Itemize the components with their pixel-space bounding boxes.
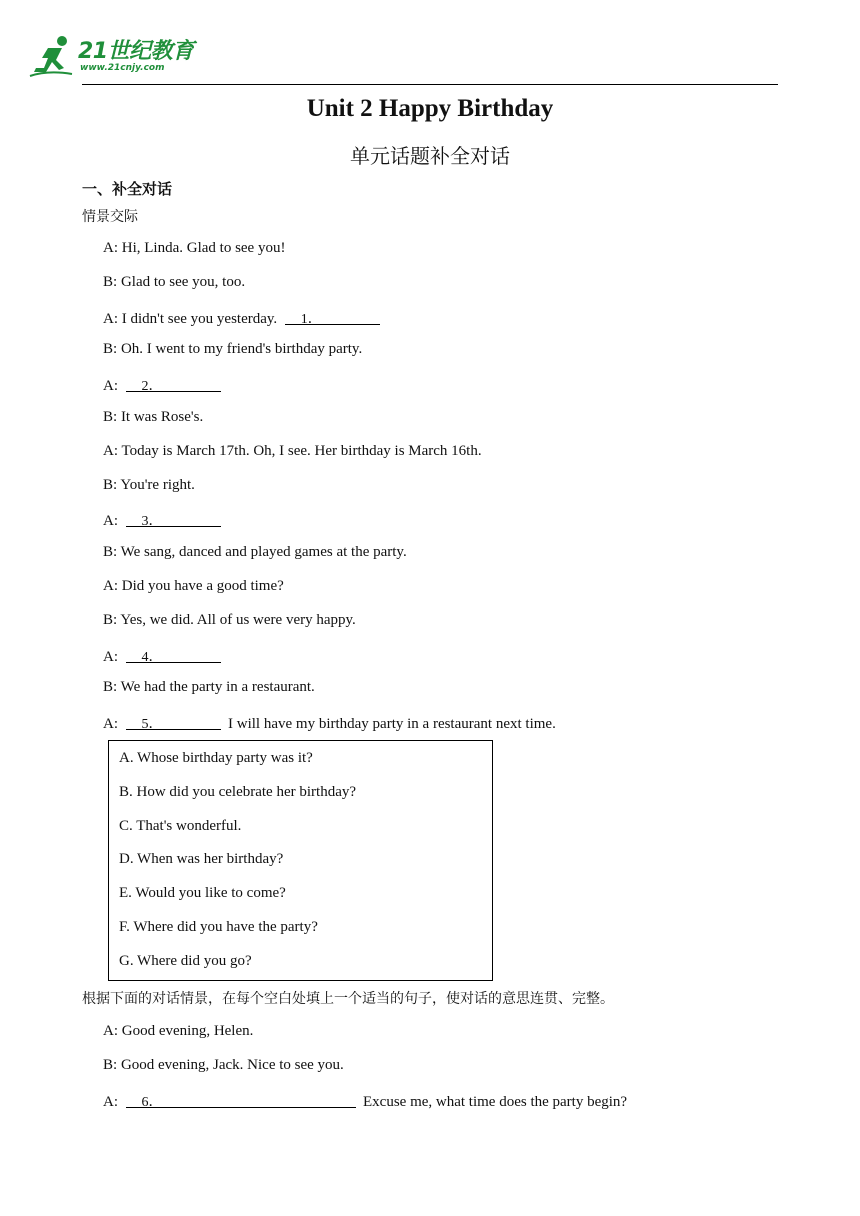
- answer-blank[interactable]: 5．: [126, 713, 221, 730]
- answer-blank[interactable]: 4．: [126, 646, 221, 663]
- speaker-label: A:: [103, 240, 118, 256]
- dialogue-text: It was Rose's.: [120, 409, 204, 425]
- runner-logo-icon: [28, 34, 76, 78]
- speaker-label: B:: [103, 544, 118, 561]
- dialogue-text: We had the party in a restaurant.: [120, 679, 315, 696]
- dialogue-line: [103, 443, 482, 460]
- option-item: F. Where did you have the party?: [119, 919, 318, 935]
- header-divider: [82, 84, 778, 85]
- option-item: E. Would you like to come?: [119, 885, 286, 902]
- dialogue-line: [103, 477, 195, 494]
- page-subtitle: 单元话题补全对话: [350, 144, 510, 168]
- speaker-label: A:: [103, 310, 118, 327]
- option-item: B. How did you celebrate her birthday?: [119, 783, 357, 800]
- speaker-label: B:: [103, 611, 118, 628]
- dialogue-line: [103, 409, 203, 426]
- dialogue-text: I didn't see you yesterday.: [121, 310, 278, 327]
- dialogue-line: [103, 544, 407, 561]
- section-heading: 一、补全对话: [82, 180, 173, 198]
- speaker-label: B:: [103, 679, 118, 696]
- option-item: D. When was her birthday?: [119, 851, 284, 868]
- section-subheading: 情景交际: [82, 209, 138, 225]
- dialogue-text: Hi, Linda. Glad to see you!: [121, 240, 286, 256]
- instruction-text: 根据下面的对话情景，在每个空白处填上一个适当的句子，使对话的意思连贯、完整。: [82, 991, 614, 1007]
- logo-url: www.21cnjy.com: [80, 63, 165, 73]
- speaker-label: A:: [103, 578, 118, 594]
- answer-blank[interactable]: 3．: [126, 510, 221, 527]
- dialogue-line: [103, 1091, 627, 1111]
- speaker-label: B:: [103, 341, 118, 358]
- dialogue-text: Glad to see you, too.: [120, 273, 246, 290]
- answer-blank[interactable]: 6．: [126, 1091, 356, 1108]
- dialogue-text: Good evening, Jack. Nice to see you.: [120, 1056, 344, 1073]
- speaker-label: A:: [103, 648, 118, 665]
- dialogue-text: I will have my birthday party in a restaurant next time.: [228, 716, 556, 733]
- dialogue-line: [103, 679, 315, 696]
- dialogue-text: Good evening, Helen.: [121, 1023, 254, 1039]
- options-box: [108, 740, 493, 981]
- dialogue-text: Yes, we did. All of us were very happy.: [120, 611, 356, 628]
- dialogue-line: [103, 274, 245, 291]
- speaker-label: B:: [103, 409, 118, 425]
- answer-blank[interactable]: 1．: [285, 308, 380, 325]
- dialogue-line: [103, 510, 221, 530]
- option-item: A. Whose birthday party was it?: [119, 750, 313, 766]
- dialogue-text: We sang, danced and played games at the party.: [120, 544, 407, 561]
- speaker-label: A:: [103, 716, 118, 733]
- dialogue-line: [103, 578, 284, 595]
- speaker-label: A:: [103, 513, 118, 530]
- dialogue-line: [103, 375, 221, 395]
- dialogue-text: Oh. I went to my friend's birthday party.: [120, 341, 363, 358]
- option-item: G. Where did you go?: [119, 952, 252, 969]
- speaker-label: A:: [103, 1023, 118, 1039]
- logo-text: 21世纪教育: [78, 39, 194, 64]
- answer-blank[interactable]: 2．: [126, 375, 221, 392]
- dialogue-line: [103, 308, 380, 328]
- dialogue-line: [103, 1057, 344, 1074]
- dialogue-line: [103, 612, 356, 629]
- dialogue-line: [103, 646, 221, 666]
- site-logo: [28, 34, 198, 78]
- dialogue-line: [103, 1023, 253, 1040]
- dialogue-text: Today is March 17th. Oh, I see. Her birthday is March 16th.: [121, 442, 482, 459]
- dialogue-line: [103, 240, 285, 257]
- speaker-label: B:: [103, 273, 118, 290]
- dialogue-text: Did you have a good time?: [121, 578, 284, 594]
- dialogue-text: You're right.: [120, 476, 195, 493]
- speaker-label: A:: [103, 378, 118, 395]
- speaker-label: A:: [103, 1093, 118, 1110]
- speaker-label: A:: [103, 442, 118, 459]
- dialogue-text: Excuse me, what time does the party begin?: [363, 1093, 628, 1110]
- speaker-label: B:: [103, 1056, 118, 1073]
- dialogue-line: [103, 713, 556, 733]
- page-title: Unit 2 Happy Birthday: [306, 95, 554, 122]
- option-item: C. That's wonderful.: [119, 817, 242, 834]
- dialogue-line: [103, 341, 362, 358]
- speaker-label: B:: [103, 476, 118, 493]
